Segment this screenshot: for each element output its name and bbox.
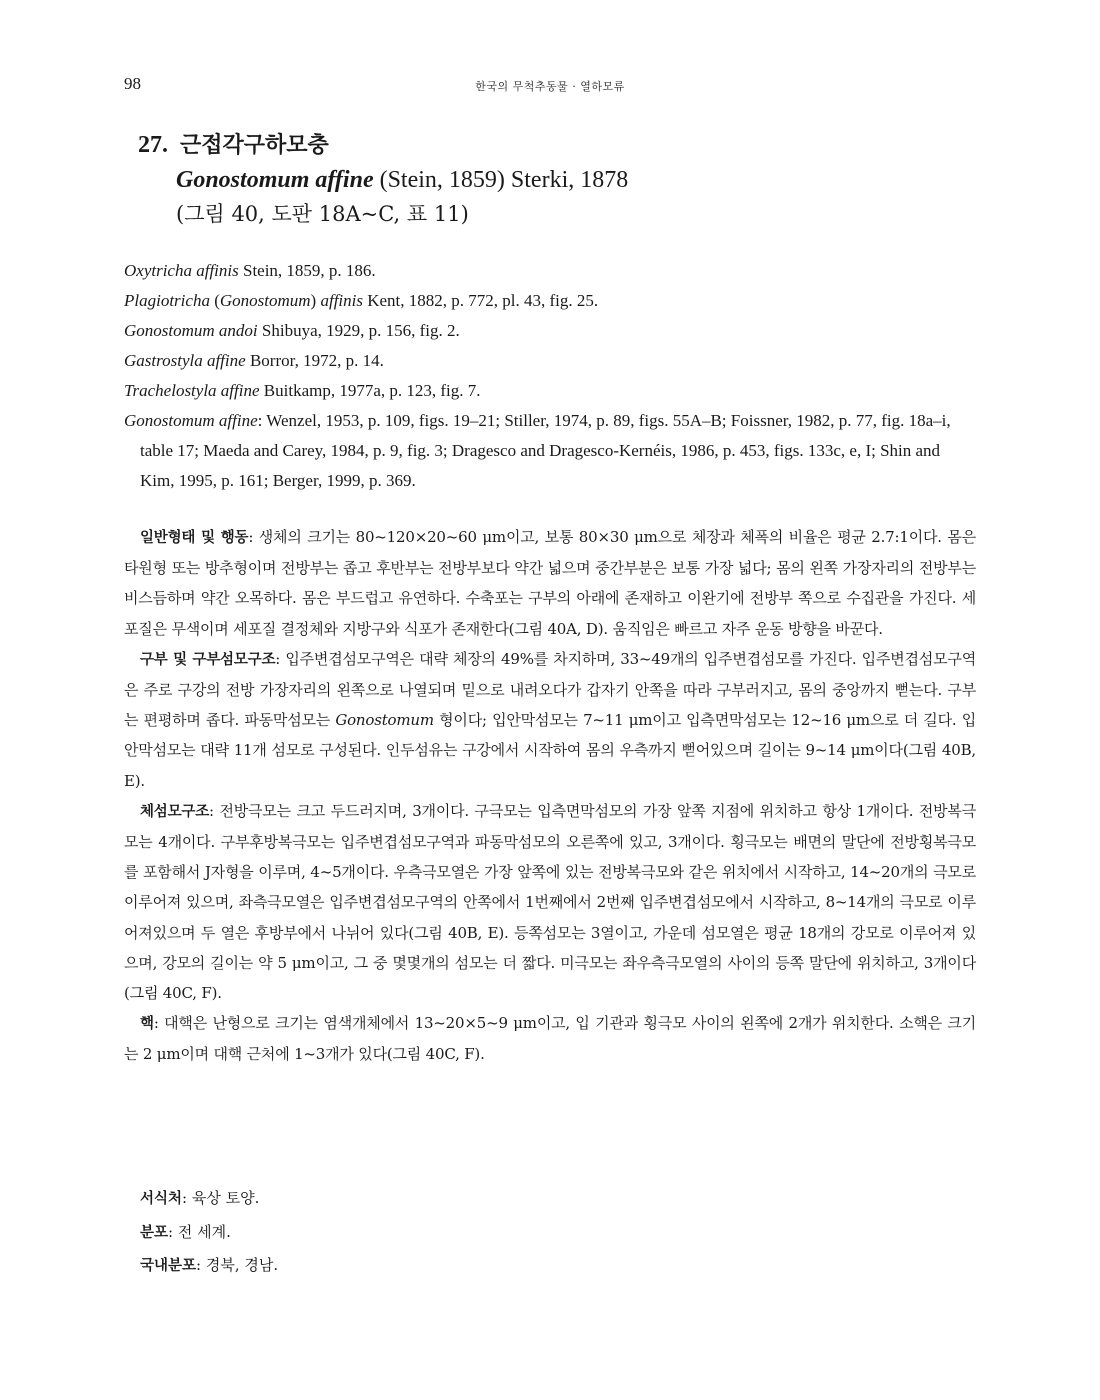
section-heading: 핵 bbox=[140, 1016, 154, 1033]
synonym-entry: Gonostomum andoi Shibuya, 1929, p. 156, fig. 2. bbox=[124, 321, 460, 340]
synonym-entry: Trachelostyla affine Buitkamp, 1977a, p. 123, fig. 7. bbox=[124, 381, 481, 400]
distribution-line: 분포: 전 세계. bbox=[140, 1222, 231, 1241]
korean-name: 근접각구하모충 bbox=[180, 133, 329, 158]
section-heading: 체섬모구조 bbox=[140, 803, 210, 820]
synonym-list bbox=[124, 256, 976, 496]
page-number: 98 bbox=[124, 74, 141, 93]
running-head: 한국의 무척추동물 · 열하모류 bbox=[475, 80, 625, 93]
species-number: 27. bbox=[138, 132, 168, 158]
scientific-name: Gonostomum affine bbox=[176, 167, 374, 193]
species-authority: (Stein, 1859) Sterki, 1878 bbox=[373, 167, 629, 193]
scientific-name-line bbox=[176, 163, 628, 197]
figure-reference: (그림 40, 도판 18A~C, 표 11) bbox=[176, 202, 469, 226]
habitat-line: 서식처: 육상 토양. bbox=[140, 1189, 260, 1207]
synonym-entry: Plagiotricha (Gonostomum) affinis Kent, 1882, p. 772, pl. 43, fig. 25. bbox=[124, 291, 599, 310]
general-morphology-paragraph: 일반형태 및 행동: 생체의 크기는 80~120×20~60 μm이고, 보통 80×30 μm으로 체장과 체폭의 비율은 평균 2.7:1이다. 몸은 타원형 또는 방추형이며 전방부는 좁고 후반부는 전방부보다 약간 넓으며 중간부분은 보통 가장 넓다; 몸의 왼쪽 가장자리의 전방부는 비스듬하며 약간 오목하다. 몸은 부드럽고 유연하다. 수축포는 구부의 아래에 존재하고 이완기에 전방부 쪽으로 수집관을 가진다. 세포질은 무색이며 세포질 결정체와 지방구와 식포가 존재한다(그림 40A, D). 움직임은 빠르고 자주 운동 방향을 바꾼다. bbox=[124, 528, 976, 638]
synonym-entry: Gastrostyla affine Borror, 1972, p. 14. bbox=[124, 351, 384, 370]
species-title bbox=[138, 128, 628, 163]
nucleus-paragraph: 핵: 대핵은 난형으로 크기는 염색개체에서 13~20×5~9 μm이고, 입 기관과 횡극모 사이의 왼쪽에 2개가 위치한다. 소핵은 크기는 2 μm이며 대핵 근처에 1~3개가 있다(그림 40C, F). bbox=[124, 1014, 976, 1064]
description bbox=[124, 522, 976, 1070]
oral-ciliature-paragraph: 구부 및 구부섬모구조: 입주변겹섬모구역은 대략 체장의 49%를 차지하며, 33~49개의 입주변겹섬모를 가진다. 입주변겹섬모구역은 주로 구강의 전방 가장자리의 왼쪽으로 나열되며 밑으로 내려오다가 갑자기 안쪽을 따라 구부러지고, 몸의 중앙까지 뻗는다. 구부는 편평하며 좁다. 파동막섬모는 Gonostomum 형이다; 입안막섬모는 7~11 μm이고 입측면막섬모는 12~16 μm으로 더 길다. 입안막섬모는 대략 11개 섬모로 구성된다. 인두섬유는 구강에서 시작하여 몸의 우측까지 뻗어있으며 길이는 9~14 μm이다(그림 40B, E). bbox=[124, 649, 976, 790]
synonym-entry: Oxytricha affinis Stein, 1859, p. 186. bbox=[124, 261, 376, 280]
synonym-entry: Gonostomum affine: Wenzel, 1953, p. 109, figs. 19–21; Stiller, 1974, p. 89, figs. 55A–B; Foissner, 1982, p. 77, fig. 18a–i, table 17; Maeda and Carey, 1984, p. 9, fig. 3; Dragesco and Dragesco-Kernéis, 1986, p. 453, figs. 133c, e, I; Shin and Kim, 1995, p. 161; Berger, 1999, p. 369. bbox=[124, 411, 951, 490]
somatic-ciliature-paragraph: 체섬모구조: 전방극모는 크고 두드러지며, 3개이다. 구극모는 입측면막섬모의 가장 앞쪽 지점에 위치하고 항상 1개이다. 전방복극모는 4개이다. 구부후방복극모는 입주변겹섬모구역과 파동막섬모의 오른쪽에 있고, 3개이다. 횡극모는 배면의 말단에 전방횡복극모를 포함해서 J자형을 이루며, 4~5개이다. 우측극모열은 가장 앞쪽에 있는 전방복극모와 같은 위치에서 시작하고, 14~20개의 극모로 이루어져 있으며, 좌측극모열은 입주변겹섬모구역의 안쪽에서 1번째에서 2번째 입주변겹섬모에서 시작하고, 8~14개의 극모로 이루어져있으며 두 열은 후방부에서 나뉘어 있다(그림 40B, E). 등쪽섬모는 3열이고, 가운데 섬모열은 평균 18개의 강모로 이루어져 있으며, 강모의 길이는 약 5 μm이고, 그 중 몇몇개의 섬모는 더 짧다. 미극모는 좌우측극모열의 사이의 등쪽 말단에 위치하고, 3개이다(그림 40C, F). bbox=[124, 801, 977, 1003]
species-header bbox=[138, 128, 628, 231]
domestic-distribution-line: 국내분포: 경북, 경남. bbox=[140, 1256, 279, 1274]
section-heading: 일반형태 및 행동 bbox=[140, 530, 249, 546]
habitat-distribution bbox=[140, 1182, 278, 1283]
section-heading: 구부 및 구부섬모구조 bbox=[140, 651, 276, 668]
